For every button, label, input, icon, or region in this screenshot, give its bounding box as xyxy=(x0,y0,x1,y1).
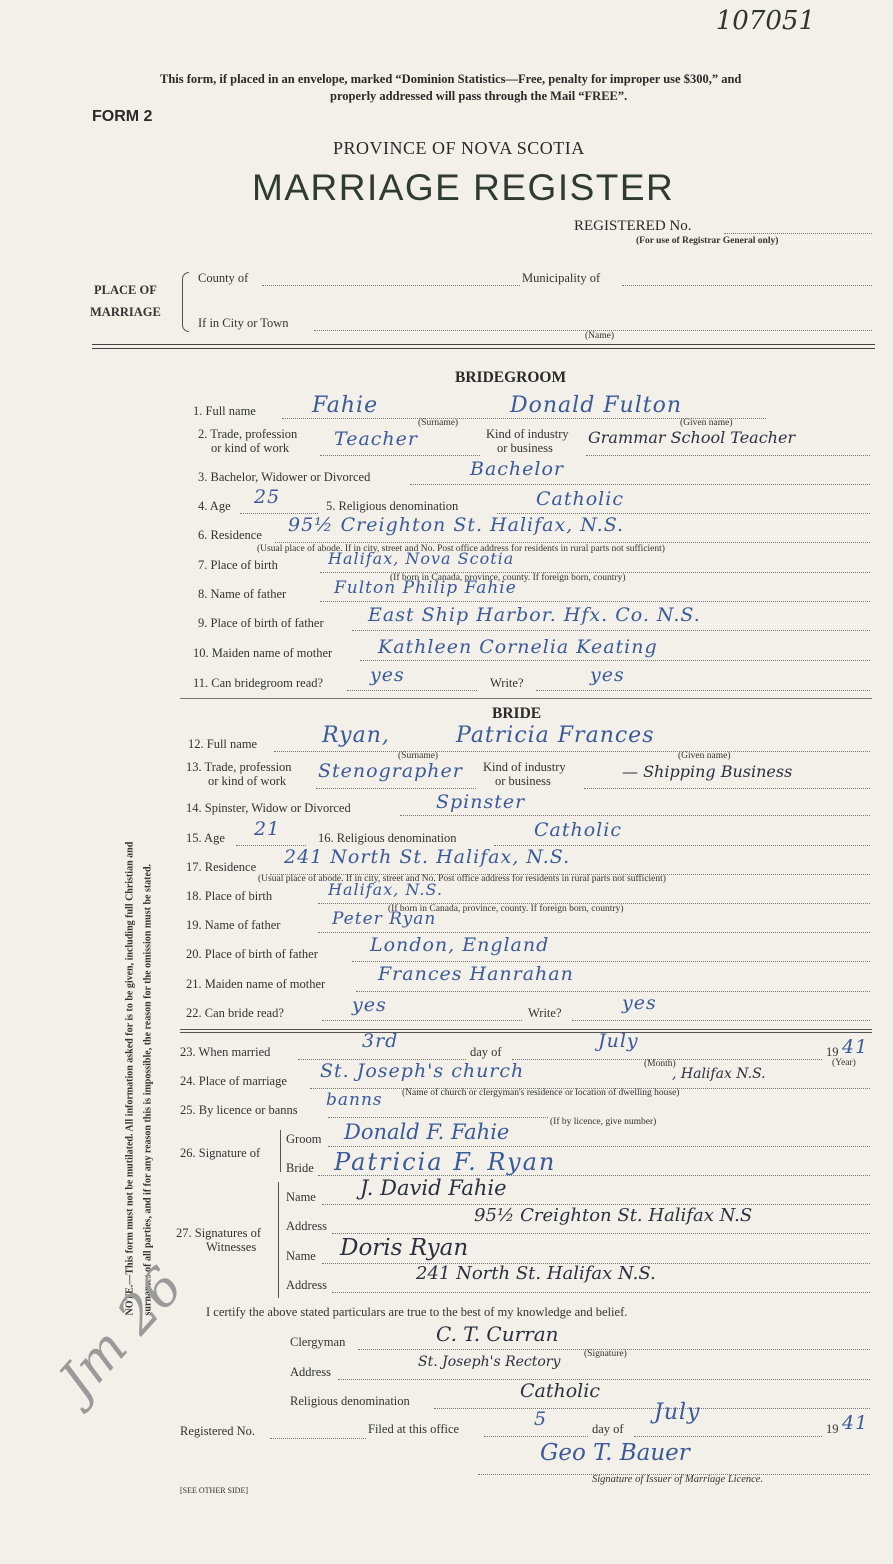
bridegroom-heading: BRIDEGROOM xyxy=(455,369,567,386)
bride-birthplace: Halifax, N.S. xyxy=(328,880,443,899)
place-label-1: PLACE OF xyxy=(94,283,157,297)
bride-marital-label: 14. Spinster, Widow or Divorced xyxy=(186,801,351,815)
groom-can-write: yes xyxy=(590,664,625,686)
bride-industry-label-a: Kind of industry xyxy=(483,760,566,774)
bride-birthplace-note: (If born in Canada, province, county. If foreign born, country) xyxy=(388,904,624,914)
bride-father-birthplace: London, England xyxy=(370,934,550,956)
bride-surname-note: (Surname) xyxy=(398,751,439,761)
groom-trade-label-a: 2. Trade, profession xyxy=(198,427,298,441)
groom-religion-label: 5. Religious denomination xyxy=(326,499,459,513)
groom-birthplace-note: (If born in Canada, province, county. If foreign born, country) xyxy=(390,573,626,583)
bride-marital-status: Spinster xyxy=(436,791,526,813)
see-other-side: [SEE OTHER SIDE] xyxy=(180,1486,248,1495)
groom-age-label: 4. Age xyxy=(198,499,231,513)
groom-signature-label: Groom xyxy=(286,1132,322,1146)
groom-fullname-label: 1. Full name xyxy=(193,404,256,418)
witness1-name: J. David Fahie xyxy=(360,1176,507,1200)
groom-surname-note: (Surname) xyxy=(418,418,459,428)
witnesses-label-b: Witnesses xyxy=(206,1240,257,1254)
groom-father-label: 8. Name of father xyxy=(198,587,287,601)
marriage-place-extra: , Halifax N.S. xyxy=(672,1066,766,1082)
bride-industry-label-b: or business xyxy=(495,774,551,788)
form-label: FORM 2 xyxy=(92,108,153,125)
witness2-name-label: Name xyxy=(286,1249,316,1263)
city-label: If in City or Town xyxy=(198,316,289,330)
groom-write-label: Write? xyxy=(490,676,524,690)
marriage-month: July xyxy=(598,1030,639,1052)
filed-year-prefix: 19 xyxy=(826,1422,839,1436)
groom-mother: Kathleen Cornelia Keating xyxy=(378,636,658,658)
place-of-marriage-label: 24. Place of marriage xyxy=(180,1074,287,1088)
witness1-address-label: Address xyxy=(286,1219,327,1233)
bride-given-note: (Given name) xyxy=(678,751,731,761)
bride-heading: BRIDE xyxy=(492,705,542,722)
clergyman-address: St. Joseph's Rectory xyxy=(418,1354,561,1370)
marriage-year: 41 xyxy=(842,1036,869,1058)
city-name-note: (Name) xyxy=(585,331,615,341)
licence-or-banns: banns xyxy=(326,1090,383,1110)
groom-industry: Grammar School Teacher xyxy=(588,428,796,447)
groom-marital-label: 3. Bachelor, Widower or Divorced xyxy=(198,470,371,484)
clergyman-label: Clergyman xyxy=(290,1335,346,1349)
witnesses-label-a: 27. Signatures of xyxy=(176,1226,262,1240)
groom-birthplace-label: 7. Place of birth xyxy=(198,558,278,572)
page-title: MARRIAGE REGISTER xyxy=(252,167,675,208)
document-number: 107051 xyxy=(715,6,815,36)
groom-marital-status: Bachelor xyxy=(470,458,565,480)
filed-label: Filed at this office xyxy=(368,1422,460,1436)
clergyman-signature-note: (Signature) xyxy=(584,1349,627,1359)
witness2-address-label: Address xyxy=(286,1278,327,1292)
bride-trade-label-a: 13. Trade, profession xyxy=(186,760,292,774)
groom-surname: Fahie xyxy=(312,393,379,418)
bride-mother: Frances Hanrahan xyxy=(378,963,574,985)
bride-residence: 241 North St. Halifax, N.S. xyxy=(284,846,571,868)
mail-notice-line2: properly addressed will pass through the Mail “FREE”. xyxy=(330,89,628,103)
bride-signature: Patricia F. Ryan xyxy=(334,1148,557,1176)
bride-write-label: Write? xyxy=(528,1006,562,1020)
marriage-month-note: (Month) xyxy=(644,1059,676,1069)
registered-no-label: REGISTERED No. xyxy=(574,218,692,234)
bride-fullname-label: 12. Full name xyxy=(188,737,258,751)
groom-residence-note: (Usual place of abode. If in city, street and No. Post office address for residents in rural parts not sufficient) xyxy=(257,544,665,554)
licence-banns-label: 25. By licence or banns xyxy=(180,1103,298,1117)
bride-trade: Stenographer xyxy=(318,760,463,782)
bride-signature-label: Bride xyxy=(286,1161,314,1175)
witness2-address: 241 North St. Halifax N.S. xyxy=(416,1263,656,1284)
bride-given-name: Patricia Frances xyxy=(456,723,655,748)
bride-read-label: 22. Can bride read? xyxy=(186,1006,284,1020)
place-label-2: MARRIAGE xyxy=(90,305,161,319)
margin-pencil-mark: Jm 26 xyxy=(48,1256,195,1411)
province-heading: PROVINCE OF NOVA SCOTIA xyxy=(333,138,585,158)
issuer-signature-note: Signature of Issuer of Marriage Licence. xyxy=(592,1474,764,1485)
groom-mother-label: 10. Maiden name of mother xyxy=(193,646,333,660)
bride-can-write: yes xyxy=(622,992,657,1014)
bride-residence-label: 17. Residence xyxy=(186,860,257,874)
filed-year: 41 xyxy=(842,1412,869,1434)
licence-note: (If by licence, give number) xyxy=(550,1117,657,1127)
bride-religion-label: 16. Religious denomination xyxy=(318,831,457,845)
signature-of-label: 26. Signature of xyxy=(180,1146,261,1160)
groom-signature: Donald F. Fahie xyxy=(344,1120,510,1144)
groom-religion: Catholic xyxy=(536,488,624,510)
bride-trade-label-b: or kind of work xyxy=(208,774,287,788)
groom-read-label: 11. Can bridegroom read? xyxy=(193,676,324,690)
groom-residence-label: 6. Residence xyxy=(198,528,262,542)
groom-birthplace: Halifax, Nova Scotia xyxy=(328,549,515,568)
marriage-year-note: (Year) xyxy=(832,1058,856,1068)
bride-can-read: yes xyxy=(352,994,387,1016)
witness2-name: Doris Ryan xyxy=(340,1235,469,1261)
side-note-line1: NOTE.—This form must not be mutilated. All information asked for is to be given, including full Christian and xyxy=(124,841,136,1316)
bride-age: 21 xyxy=(254,818,281,840)
groom-given-name: Donald Fulton xyxy=(510,393,683,418)
side-note-line2: surnames of all parties, and if for any reason this is impossible, the reason for the omission must be stated. xyxy=(142,863,154,1316)
witness1-address: 95½ Creighton St. Halifax N.S xyxy=(474,1205,753,1226)
groom-father-birthplace-label: 9. Place of birth of father xyxy=(198,616,324,630)
clergyman-address-label: Address xyxy=(290,1365,331,1379)
groom-residence: 95½ Creighton St. Halifax, N.S. xyxy=(288,514,625,536)
clergyman-religion-label: Religious denomination xyxy=(290,1394,410,1408)
bride-father: Peter Ryan xyxy=(332,909,437,929)
marriage-place: St. Joseph's church xyxy=(320,1060,525,1082)
county-label: County of xyxy=(198,271,249,285)
groom-trade: Teacher xyxy=(334,428,418,450)
marriage-year-prefix: 19 xyxy=(826,1045,839,1059)
bride-surname: Ryan, xyxy=(322,723,390,748)
bride-mother-label: 21. Maiden name of mother xyxy=(186,977,326,991)
groom-can-read: yes xyxy=(370,664,405,686)
groom-age: 25 xyxy=(254,486,281,508)
bride-age-label: 15. Age xyxy=(186,831,225,845)
witness1-name-label: Name xyxy=(286,1190,316,1204)
issuer-signature: Geo T. Bauer xyxy=(540,1440,690,1466)
bride-father-label: 19. Name of father xyxy=(186,918,281,932)
marriage-day-of-label: day of xyxy=(470,1045,502,1059)
bride-birthplace-label: 18. Place of birth xyxy=(186,889,273,903)
groom-father: Fulton Philip Fahie xyxy=(334,578,517,598)
bride-religion: Catholic xyxy=(534,819,622,841)
marriage-day: 3rd xyxy=(362,1030,399,1052)
clergyman-religion: Catholic xyxy=(520,1380,600,1402)
groom-industry-label-a: Kind of industry xyxy=(486,427,569,441)
clergyman-signature: C. T. Curran xyxy=(436,1322,559,1346)
filed-month: July xyxy=(654,1400,701,1425)
bride-father-birthplace-label: 20. Place of birth of father xyxy=(186,947,318,961)
groom-father-birthplace: East Ship Harbor. Hfx. Co. N.S. xyxy=(368,604,701,626)
marriage-place-note: (Name of church or clergyman's residence or location of dwelling house) xyxy=(402,1088,680,1098)
bride-industry: — Shipping Business xyxy=(622,762,793,781)
groom-trade-label-b: or kind of work xyxy=(211,441,290,455)
groom-given-note: (Given name) xyxy=(680,418,733,428)
certify-statement: I certify the above stated particulars are true to the best of my knowledge and belief. xyxy=(206,1305,628,1319)
groom-industry-label-b: or business xyxy=(497,441,553,455)
filed-day-of-label: day of xyxy=(592,1422,624,1436)
registered-no-note: (For use of Registrar General only) xyxy=(636,236,779,246)
registered-no-filing-label: Registered No. xyxy=(180,1424,255,1438)
when-married-label: 23. When married xyxy=(180,1045,271,1059)
filed-day: 5 xyxy=(534,1408,548,1430)
bride-residence-note: (Usual place of abode. If in city, street and No. Post office address for residents in rural parts not sufficient) xyxy=(258,874,666,884)
municipality-label: Municipality of xyxy=(522,271,601,285)
mail-notice-line1: This form, if placed in an envelope, marked “Dominion Statistics—Free, penalty for improper use $300,” and xyxy=(160,72,742,86)
